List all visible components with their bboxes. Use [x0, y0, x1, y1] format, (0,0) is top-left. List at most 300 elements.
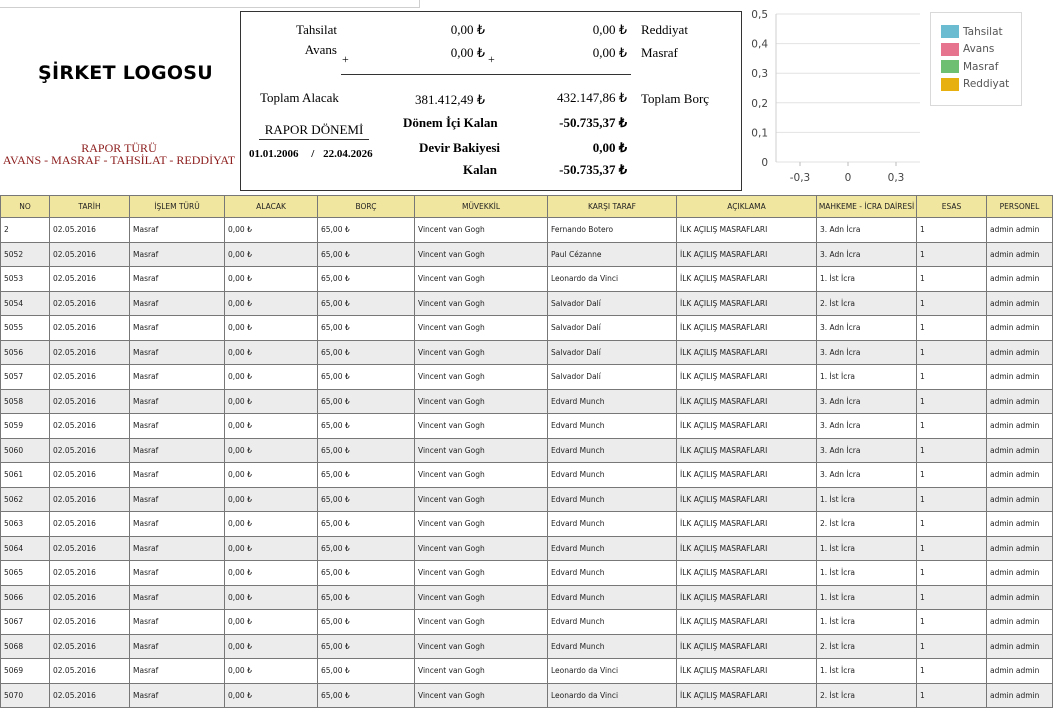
table-cell: Vincent van Gogh: [415, 218, 548, 243]
table-row[interactable]: [1, 512, 1053, 537]
table-cell: 1: [917, 438, 987, 463]
table-cell: İLK AÇILIŞ MASRAFLARI: [677, 242, 817, 267]
sum-line-right: [485, 74, 631, 75]
table-cell: Vincent van Gogh: [415, 463, 548, 488]
table-row[interactable]: [1, 291, 1053, 316]
legend-label: Masraf: [963, 60, 999, 73]
table-cell: 65,00 ₺: [318, 291, 415, 316]
table-cell: Vincent van Gogh: [415, 438, 548, 463]
legend-item[interactable]: [941, 58, 1021, 76]
table-cell: 1: [917, 536, 987, 561]
table-cell: İLK AÇILIŞ MASRAFLARI: [677, 659, 817, 684]
table-row[interactable]: [1, 218, 1053, 243]
table-cell: Salvador Dalí: [548, 316, 677, 341]
donem-ici-label: Dönem İçi Kalan: [403, 115, 498, 130]
table-cell: 65,00 ₺: [318, 487, 415, 512]
table-cell: 0,00 ₺: [225, 414, 318, 439]
table-cell: 5062: [1, 487, 50, 512]
table-cell: 3. Adn İcra: [817, 463, 917, 488]
table-cell: 1: [917, 683, 987, 708]
table-cell: Masraf: [130, 340, 225, 365]
table-cell: 1: [917, 218, 987, 243]
table-cell: Vincent van Gogh: [415, 585, 548, 610]
table-cell: Leonardo da Vinci: [548, 659, 677, 684]
table-cell: 02.05.2016: [50, 438, 130, 463]
table-cell: 02.05.2016: [50, 561, 130, 586]
table-cell: 65,00 ₺: [318, 610, 415, 635]
table-cell: 5060: [1, 438, 50, 463]
table-cell: 1: [917, 659, 987, 684]
table-cell: 5052: [1, 242, 50, 267]
table-cell: Masraf: [130, 291, 225, 316]
table-cell: 65,00 ₺: [318, 242, 415, 267]
tahsilat-label: Tahsilat: [296, 22, 337, 37]
y-tick-label: 0: [761, 157, 768, 169]
table-cell: Vincent van Gogh: [415, 365, 548, 390]
table-row[interactable]: [1, 414, 1053, 439]
plus-sign-right: +: [488, 52, 495, 66]
table-cell: 02.05.2016: [50, 512, 130, 537]
table-cell: 0,00 ₺: [225, 242, 318, 267]
table-cell: 3. Adn İcra: [817, 218, 917, 243]
masraf-label: Masraf: [641, 45, 678, 60]
avans-value: 0,00 ₺: [450, 45, 485, 60]
table-cell: Edvard Munch: [548, 414, 677, 439]
table-cell: admin admin: [987, 487, 1053, 512]
table-cell: Masraf: [130, 463, 225, 488]
table-cell: admin admin: [987, 414, 1053, 439]
table-cell: 2. İst İcra: [817, 512, 917, 537]
table-cell: admin admin: [987, 512, 1053, 537]
tahsilat-value: 0,00 ₺: [450, 22, 485, 37]
table-cell: 1: [917, 634, 987, 659]
transactions-table: [0, 195, 1053, 708]
table-cell: 65,00 ₺: [318, 218, 415, 243]
table-cell: 0,00 ₺: [225, 340, 318, 365]
table-cell: 02.05.2016: [50, 218, 130, 243]
y-tick-label: 0,2: [751, 97, 768, 110]
table-cell: 0,00 ₺: [225, 365, 318, 390]
table-row[interactable]: [1, 316, 1053, 341]
table-cell: 5068: [1, 634, 50, 659]
table-cell: Edvard Munch: [548, 536, 677, 561]
table-cell: 0,00 ₺: [225, 463, 318, 488]
table-cell: 0,00 ₺: [225, 610, 318, 635]
table-cell: 65,00 ₺: [318, 634, 415, 659]
table-cell: 65,00 ₺: [318, 561, 415, 586]
table-cell: 65,00 ₺: [318, 463, 415, 488]
table-row[interactable]: [1, 659, 1053, 684]
table-row[interactable]: [1, 610, 1053, 635]
company-logo: ŞİRKET LOGOSU: [38, 62, 214, 84]
table-cell: 0,00 ₺: [225, 659, 318, 684]
table-cell: Vincent van Gogh: [415, 683, 548, 708]
table-cell: Vincent van Gogh: [415, 414, 548, 439]
table-cell: 2. İst İcra: [817, 291, 917, 316]
table-cell: Vincent van Gogh: [415, 389, 548, 414]
table-cell: admin admin: [987, 291, 1053, 316]
table-cell: 3. Adn İcra: [817, 414, 917, 439]
table-body: [1, 218, 1053, 708]
table-cell: 2. İst İcra: [817, 634, 917, 659]
table-cell: 5069: [1, 659, 50, 684]
table-cell: 1. İst İcra: [817, 536, 917, 561]
table-cell: İLK AÇILIŞ MASRAFLARI: [677, 463, 817, 488]
table-cell: Masraf: [130, 414, 225, 439]
table-cell: 1: [917, 561, 987, 586]
table-cell: 65,00 ₺: [318, 438, 415, 463]
chart-area: [748, 2, 1030, 194]
table-cell: İLK AÇILIŞ MASRAFLARI: [677, 389, 817, 414]
table-cell: 3. Adn İcra: [817, 389, 917, 414]
table-cell: admin admin: [987, 267, 1053, 292]
transactions-table-wrap: [0, 195, 1040, 710]
column-header: MAHKEME - İCRA DAİRESİ: [817, 196, 917, 218]
sum-line-left: [341, 74, 485, 75]
table-cell: Masraf: [130, 634, 225, 659]
avans-label: Avans: [304, 42, 337, 57]
table-cell: Masraf: [130, 267, 225, 292]
table-cell: İLK AÇILIŞ MASRAFLARI: [677, 340, 817, 365]
top-toolbar-stub: [0, 0, 420, 8]
table-cell: 02.05.2016: [50, 340, 130, 365]
table-cell: 5055: [1, 316, 50, 341]
table-cell: 02.05.2016: [50, 365, 130, 390]
y-tick-label: 0,5: [751, 9, 768, 21]
table-cell: Masraf: [130, 438, 225, 463]
table-cell: Masraf: [130, 610, 225, 635]
table-row[interactable]: [1, 634, 1053, 659]
table-cell: Vincent van Gogh: [415, 561, 548, 586]
table-header-row: [1, 196, 1053, 218]
table-cell: İLK AÇILIŞ MASRAFLARI: [677, 683, 817, 708]
table-cell: Vincent van Gogh: [415, 487, 548, 512]
table-cell: İLK AÇILIŞ MASRAFLARI: [677, 291, 817, 316]
table-cell: Salvador Dalí: [548, 340, 677, 365]
table-cell: Leonardo da Vinci: [548, 267, 677, 292]
table-cell: Masraf: [130, 487, 225, 512]
table-cell: Edvard Munch: [548, 389, 677, 414]
table-cell: 65,00 ₺: [318, 365, 415, 390]
table-cell: İLK AÇILIŞ MASRAFLARI: [677, 218, 817, 243]
table-cell: admin admin: [987, 683, 1053, 708]
table-cell: Vincent van Gogh: [415, 659, 548, 684]
table-cell: 1: [917, 389, 987, 414]
table-row[interactable]: [1, 683, 1053, 708]
table-cell: Masraf: [130, 389, 225, 414]
table-cell: admin admin: [987, 365, 1053, 390]
table-cell: admin admin: [987, 585, 1053, 610]
table-cell: 5058: [1, 389, 50, 414]
donem-ici-value: -50.735,37 ₺: [559, 115, 627, 130]
period-start: 01.01.2006: [249, 148, 299, 160]
column-header: İŞLEM TÜRÜ: [130, 196, 225, 218]
table-row[interactable]: [1, 242, 1053, 267]
summary-panel: [240, 11, 742, 191]
table-cell: 3. Adn İcra: [817, 340, 917, 365]
table-cell: Vincent van Gogh: [415, 512, 548, 537]
devir-label: Devir Bakiyesi: [419, 140, 501, 155]
table-row[interactable]: [1, 487, 1053, 512]
table-cell: 1: [917, 585, 987, 610]
column-header: NO: [1, 196, 50, 218]
legend-swatch: [941, 25, 959, 38]
table-cell: Paul Cézanne: [548, 242, 677, 267]
period-title: RAPOR DÖNEMİ: [259, 122, 369, 140]
table-cell: 1: [917, 242, 987, 267]
x-tick-label: 0: [844, 172, 852, 184]
table-cell: 1: [917, 414, 987, 439]
table-cell: 65,00 ₺: [318, 389, 415, 414]
table-cell: 1. İst İcra: [817, 365, 917, 390]
reddiyat-value: 0,00 ₺: [592, 22, 627, 37]
table-cell: 0,00 ₺: [225, 389, 318, 414]
table-cell: 1. İst İcra: [817, 585, 917, 610]
table-cell: 1: [917, 340, 987, 365]
table-cell: 02.05.2016: [50, 291, 130, 316]
table-cell: Masraf: [130, 242, 225, 267]
table-row[interactable]: [1, 365, 1053, 390]
table-cell: admin admin: [987, 536, 1053, 561]
table-cell: Edvard Munch: [548, 561, 677, 586]
table-cell: 1: [917, 463, 987, 488]
plus-sign-left: +: [342, 52, 349, 66]
table-cell: 5070: [1, 683, 50, 708]
table-cell: 2. İst İcra: [817, 683, 917, 708]
x-tick-label: -0,3: [789, 172, 811, 184]
table-cell: 1: [917, 512, 987, 537]
table-cell: admin admin: [987, 242, 1053, 267]
report-type-label: RAPOR TÜRÜ: [81, 141, 157, 155]
legend-label: Reddiyat: [963, 78, 1010, 91]
table-cell: Leonardo da Vinci: [548, 683, 677, 708]
table-cell: Masraf: [130, 561, 225, 586]
devir-value: 0,00 ₺: [592, 140, 627, 155]
table-cell: 0,00 ₺: [225, 512, 318, 537]
table-cell: İLK AÇILIŞ MASRAFLARI: [677, 634, 817, 659]
table-cell: 1. İst İcra: [817, 487, 917, 512]
table-cell: admin admin: [987, 316, 1053, 341]
table-cell: 65,00 ₺: [318, 683, 415, 708]
table-cell: 3. Adn İcra: [817, 242, 917, 267]
table-cell: 5059: [1, 414, 50, 439]
table-cell: 02.05.2016: [50, 487, 130, 512]
table-cell: 5056: [1, 340, 50, 365]
table-cell: İLK AÇILIŞ MASRAFLARI: [677, 487, 817, 512]
table-row[interactable]: [1, 438, 1053, 463]
table-cell: 65,00 ₺: [318, 512, 415, 537]
table-cell: İLK AÇILIŞ MASRAFLARI: [677, 267, 817, 292]
table-cell: İLK AÇILIŞ MASRAFLARI: [677, 365, 817, 390]
table-cell: 1: [917, 365, 987, 390]
table-cell: 5066: [1, 585, 50, 610]
table-cell: 2: [1, 218, 50, 243]
table-cell: 0,00 ₺: [225, 634, 318, 659]
table-cell: 65,00 ₺: [318, 340, 415, 365]
legend-item[interactable]: [941, 76, 1021, 94]
table-cell: 0,00 ₺: [225, 218, 318, 243]
table-cell: 1: [917, 487, 987, 512]
toplam-borc-label: Toplam Borç: [641, 91, 710, 106]
table-cell: 3. Adn İcra: [817, 316, 917, 341]
legend-item[interactable]: [941, 23, 1021, 41]
table-cell: Vincent van Gogh: [415, 267, 548, 292]
table-cell: 5064: [1, 536, 50, 561]
legend-item[interactable]: [941, 41, 1021, 59]
table-cell: 0,00 ₺: [225, 683, 318, 708]
table-cell: Masraf: [130, 512, 225, 537]
column-header: MÜVEKKİL: [415, 196, 548, 218]
toplam-alacak-value: 381.412,49 ₺: [414, 92, 485, 107]
table-cell: 1: [917, 267, 987, 292]
table-cell: 5057: [1, 365, 50, 390]
y-tick-label: 0,4: [751, 38, 768, 51]
legend-swatch: [941, 60, 959, 73]
table-cell: 02.05.2016: [50, 610, 130, 635]
table-cell: Masraf: [130, 316, 225, 341]
table-cell: Salvador Dalí: [548, 365, 677, 390]
table-cell: Masraf: [130, 218, 225, 243]
table-cell: İLK AÇILIŞ MASRAFLARI: [677, 610, 817, 635]
table-row[interactable]: [1, 389, 1053, 414]
table-cell: 02.05.2016: [50, 463, 130, 488]
table-cell: 65,00 ₺: [318, 585, 415, 610]
table-cell: Edvard Munch: [548, 438, 677, 463]
table-cell: Salvador Dalí: [548, 291, 677, 316]
table-cell: 65,00 ₺: [318, 267, 415, 292]
column-header: ESAS: [917, 196, 987, 218]
table-cell: Masraf: [130, 683, 225, 708]
table-cell: 1: [917, 610, 987, 635]
table-cell: 1. İst İcra: [817, 267, 917, 292]
y-tick-label: 0,3: [751, 68, 768, 81]
table-cell: Masraf: [130, 659, 225, 684]
table-cell: İLK AÇILIŞ MASRAFLARI: [677, 316, 817, 341]
column-header: TARİH: [50, 196, 130, 218]
table-cell: 0,00 ₺: [225, 487, 318, 512]
table-cell: Vincent van Gogh: [415, 340, 548, 365]
table-cell: admin admin: [987, 610, 1053, 635]
legend-swatch: [941, 43, 959, 56]
table-cell: Masraf: [130, 536, 225, 561]
table-cell: İLK AÇILIŞ MASRAFLARI: [677, 585, 817, 610]
kalan-value: -50.735,37 ₺: [559, 162, 627, 177]
table-cell: admin admin: [987, 634, 1053, 659]
table-cell: 5053: [1, 267, 50, 292]
table-cell: 02.05.2016: [50, 389, 130, 414]
table-cell: İLK AÇILIŞ MASRAFLARI: [677, 561, 817, 586]
column-header: KARŞI TARAF: [548, 196, 677, 218]
table-cell: 65,00 ₺: [318, 316, 415, 341]
table-cell: Vincent van Gogh: [415, 536, 548, 561]
column-header: AÇIKLAMA: [677, 196, 817, 218]
table-cell: İLK AÇILIŞ MASRAFLARI: [677, 512, 817, 537]
table-cell: Masraf: [130, 585, 225, 610]
table-cell: Vincent van Gogh: [415, 291, 548, 316]
table-cell: Edvard Munch: [548, 634, 677, 659]
table-cell: 1. İst İcra: [817, 610, 917, 635]
table-cell: 5054: [1, 291, 50, 316]
table-cell: 02.05.2016: [50, 683, 130, 708]
table-cell: Vincent van Gogh: [415, 634, 548, 659]
table-row[interactable]: [1, 561, 1053, 586]
table-cell: 1: [917, 291, 987, 316]
table-cell: 0,00 ₺: [225, 561, 318, 586]
legend-label: Avans: [963, 43, 995, 56]
table-cell: 0,00 ₺: [225, 267, 318, 292]
x-tick-label: 0,3: [887, 172, 905, 184]
table-row[interactable]: [1, 340, 1053, 365]
table-cell: 0,00 ₺: [225, 536, 318, 561]
table-cell: Vincent van Gogh: [415, 242, 548, 267]
table-cell: 02.05.2016: [50, 242, 130, 267]
column-header: PERSONEL: [987, 196, 1053, 218]
table-cell: 65,00 ₺: [318, 659, 415, 684]
table-cell: 0,00 ₺: [225, 291, 318, 316]
page-footer: [0, 710, 1030, 725]
table-cell: admin admin: [987, 438, 1053, 463]
toplam-borc-value: 432.147,86 ₺: [556, 90, 627, 105]
table-cell: 02.05.2016: [50, 659, 130, 684]
table-row[interactable]: [1, 267, 1053, 292]
table-cell: Edvard Munch: [548, 512, 677, 537]
table-row[interactable]: [1, 536, 1053, 561]
table-cell: admin admin: [987, 340, 1053, 365]
chart-legend: [930, 12, 1022, 106]
table-cell: 02.05.2016: [50, 536, 130, 561]
table-cell: Edvard Munch: [548, 463, 677, 488]
table-cell: 1. İst İcra: [817, 659, 917, 684]
kalan-label: Kalan: [463, 162, 497, 177]
table-cell: Edvard Munch: [548, 610, 677, 635]
period-dates: [249, 148, 373, 160]
table-cell: 02.05.2016: [50, 414, 130, 439]
table-cell: 0,00 ₺: [225, 438, 318, 463]
table-cell: Vincent van Gogh: [415, 610, 548, 635]
legend-swatch: [941, 78, 959, 91]
table-cell: 5065: [1, 561, 50, 586]
table-row[interactable]: [1, 585, 1053, 610]
table-cell: Edvard Munch: [548, 487, 677, 512]
table-cell: admin admin: [987, 463, 1053, 488]
table-cell: 1: [917, 316, 987, 341]
table-cell: 65,00 ₺: [318, 536, 415, 561]
table-cell: İLK AÇILIŞ MASRAFLARI: [677, 536, 817, 561]
table-cell: 5063: [1, 512, 50, 537]
reddiyat-label: Reddiyat: [641, 22, 688, 37]
table-cell: Fernando Botero: [548, 218, 677, 243]
table-cell: Vincent van Gogh: [415, 316, 548, 341]
table-row[interactable]: [1, 463, 1053, 488]
table-cell: 02.05.2016: [50, 316, 130, 341]
table-cell: Masraf: [130, 365, 225, 390]
table-cell: 02.05.2016: [50, 585, 130, 610]
table-cell: 65,00 ₺: [318, 414, 415, 439]
table-cell: İLK AÇILIŞ MASRAFLARI: [677, 414, 817, 439]
table-cell: admin admin: [987, 218, 1053, 243]
legend-label: Tahsilat: [963, 25, 1003, 38]
table-cell: İLK AÇILIŞ MASRAFLARI: [677, 438, 817, 463]
chart-svg: [748, 2, 928, 194]
report-type-value: AVANS - MASRAF - TAHSİLAT - REDDİYAT: [2, 153, 236, 167]
table-cell: admin admin: [987, 389, 1053, 414]
masraf-value: 0,00 ₺: [592, 45, 627, 60]
table-cell: 5061: [1, 463, 50, 488]
table-cell: 0,00 ₺: [225, 316, 318, 341]
table-cell: 1. İst İcra: [817, 561, 917, 586]
table-cell: 02.05.2016: [50, 634, 130, 659]
table-cell: 0,00 ₺: [225, 585, 318, 610]
